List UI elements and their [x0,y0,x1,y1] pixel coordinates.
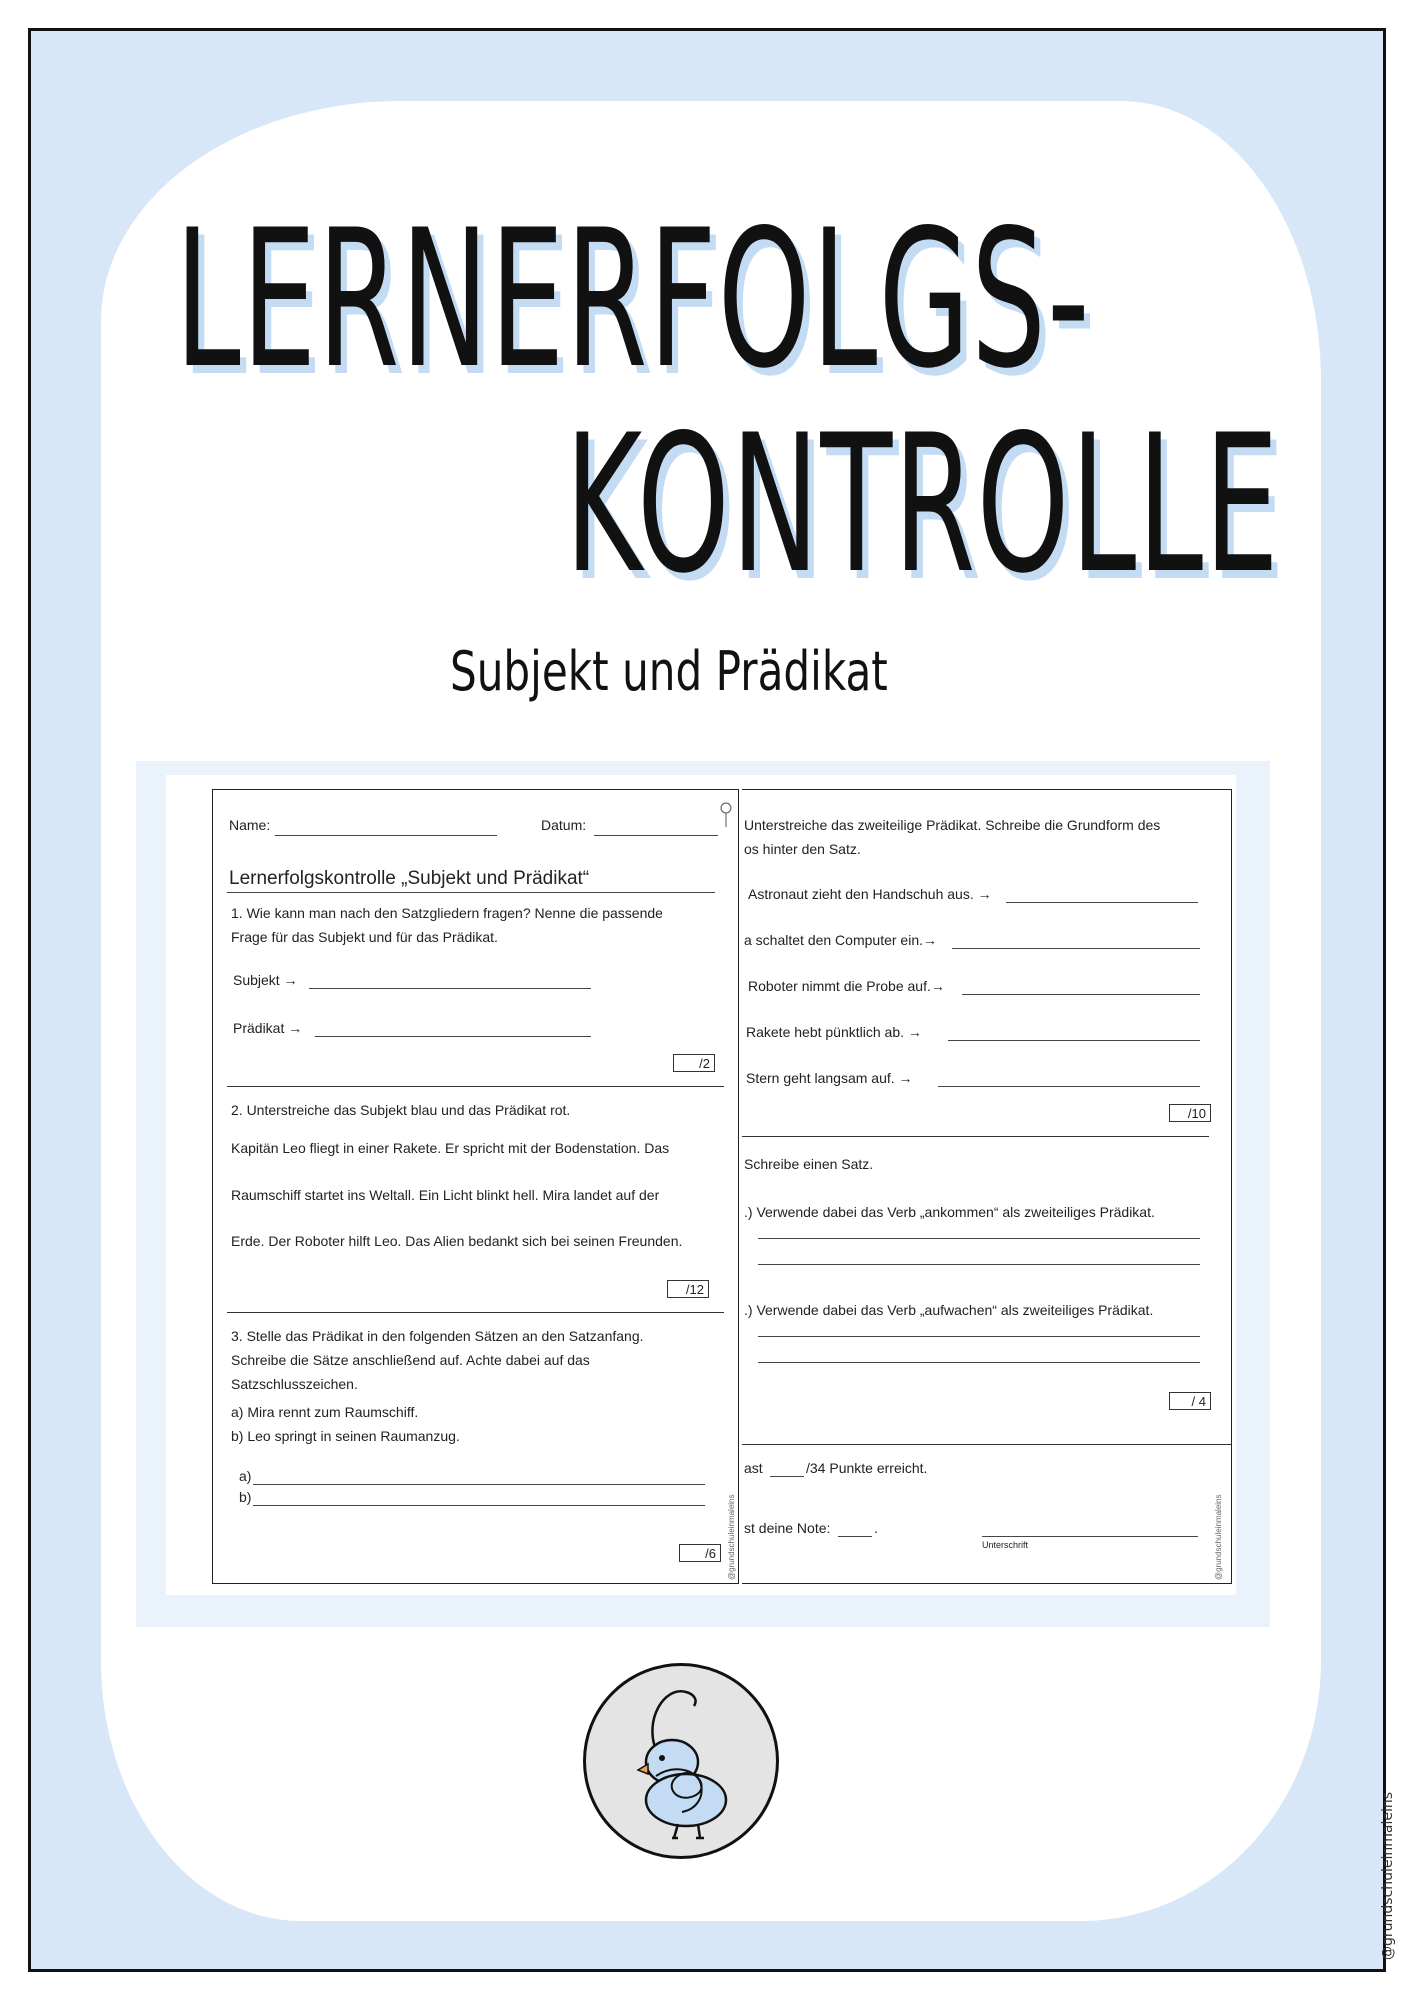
task4-sentence-3: Roboter nimmt die Probe auf.→ [748,978,945,994]
task5-answer-line [758,1264,1200,1265]
instagram-handle: @grundschuleinmaleins [1380,1791,1396,1960]
task5-answer-line [758,1238,1200,1239]
grade-label: st deine Note: [744,1520,831,1536]
divider [227,1086,724,1087]
task1-line1: 1. Wie kann man nach den Satzgliedern fragen? Nenne die passende [231,905,663,921]
name-label: Name: [229,817,271,833]
signature-line [982,1536,1198,1537]
task4-answer-line [962,994,1200,995]
task4-line2: os hinter den Satz. [744,841,861,857]
task3-answer-a-label: a) [239,1468,252,1484]
task3-line3: Satzschlusszeichen. [231,1376,358,1392]
worksheet-page-left [212,789,739,1584]
task1-line2: Frage für das Subjekt und für das Prädikat. [231,929,498,945]
task3-answer-a-line [253,1484,705,1485]
points-blank [770,1476,804,1477]
task5-instruction: Schreibe einen Satz. [744,1156,874,1172]
flower-icon [717,800,735,828]
task3-answer-b-line [253,1505,705,1506]
task5-part-a: .) Verwende dabei das Verb „ankommen“ als zweiteiliges Prädikat. [744,1204,1155,1220]
divider [742,1136,1209,1137]
task4-answer-line [1006,902,1198,903]
task4-answer-line [952,948,1200,949]
title-line-2: KONTROLLE [565,394,1281,615]
divider [227,1312,724,1313]
task5-part-b: .) Verwende dabei das Verb „aufwachen“ als zweiteiliges Prädikat. [744,1302,1154,1318]
subjekt-label: Subjekt → [233,972,298,988]
task2-text-line1: Kapitän Leo fliegt in einer Rakete. Er spricht mit der Bodenstation. Das [231,1140,670,1156]
subjekt-answer-line [309,988,591,989]
task3-sentence-b: b) Leo springt in seinen Raumanzug. [231,1428,460,1444]
bird-icon [586,1666,776,1856]
date-line [594,835,718,836]
date-label: Datum: [541,817,587,833]
sheet-heading: Lernerfolgskontrolle „Subjekt und Prädikat“ [229,868,590,889]
task4-sentence-1: Astronaut zieht den Handschuh aus. → [748,886,992,902]
points-prefix: ast [744,1460,763,1476]
task3-line1: 3. Stelle das Prädikat in den folgenden Sätzen an den Satzanfang. [231,1328,644,1344]
task4-answer-line [938,1086,1200,1087]
heading-underline [227,892,715,893]
left-sheet-credit: @grundschuleinmaleins [727,1494,736,1580]
divider [742,1444,1232,1445]
title-line-1: LERNERFOLGS- [175,189,1091,410]
task5-answer-line [758,1336,1200,1337]
praedikat-answer-line [315,1036,591,1037]
task2-text-line3: Erde. Der Roboter hilft Leo. Das Alien bedankt sich bei seinen Freunden. [231,1233,683,1249]
task2-score-box: /12 [667,1280,709,1298]
task4-sentence-2: a schaltet den Computer ein.→ [744,932,937,948]
signature-label: Unterschrift [982,1540,1029,1550]
task1-score-box: /2 [673,1054,715,1072]
task2-instruction: 2. Unterstreiche das Subjekt blau und das Prädikat rot. [231,1102,571,1118]
grade-blank [838,1536,872,1537]
task4-line1: Unterstreiche das zweiteilige Prädikat. Schreibe die Grundform des [744,817,1161,833]
task3-sentence-a: a) Mira rennt zum Raumschiff. [231,1404,419,1420]
task4-score-box: /10 [1169,1104,1211,1122]
name-line [275,835,497,836]
worksheet-preview [166,775,1236,1595]
task5-answer-line [758,1362,1200,1363]
grade-end: . [874,1520,878,1536]
task3-score-box: /6 [679,1544,721,1562]
right-sheet-credit: @grundschuleinmaleins [1214,1494,1223,1580]
task4-answer-line [948,1040,1200,1041]
task4-sentence-5: Stern geht langsam auf. → [746,1070,913,1086]
task3-line2: Schreibe die Sätze anschließend auf. Achte dabei auf das [231,1352,590,1368]
bird-logo [583,1663,779,1859]
worksheet-page-right [742,789,1232,1584]
task2-text-line2: Raumschiff startet ins Weltall. Ein Licht blinkt hell. Mira landet auf der [231,1187,660,1203]
praedikat-label: Prädikat → [233,1020,303,1036]
task4-sentence-4: Rakete hebt pünktlich ab. → [746,1024,922,1040]
task5-score-box: / 4 [1169,1392,1211,1410]
task3-answer-b-label: b) [239,1489,252,1505]
points-suffix: /34 Punkte erreicht. [806,1460,928,1476]
subtitle: Subjekt und Prädikat [450,640,888,703]
